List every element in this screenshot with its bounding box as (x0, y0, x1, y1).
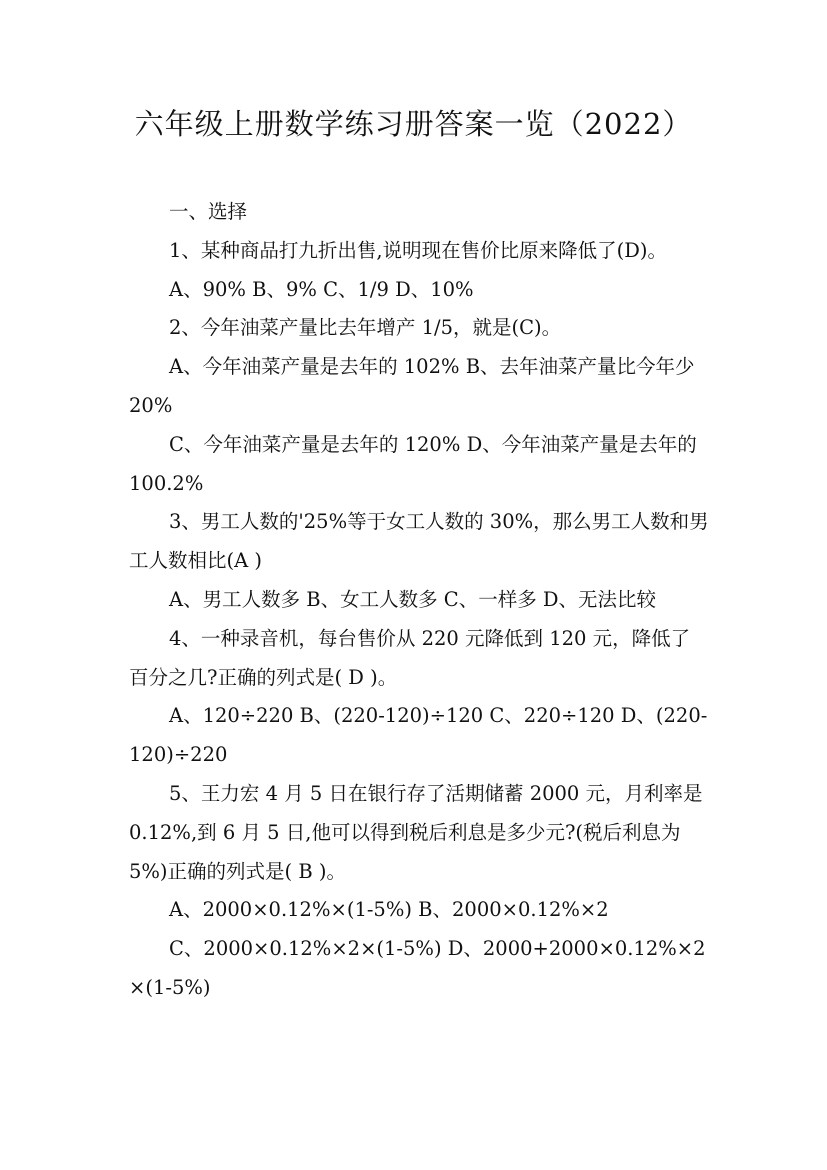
paragraph: 3、男工人数的'25%等于女工人数的 30%，那么男工人数和男工人数相比(A ) (129, 510, 709, 573)
paragraph: A、今年油菜产量是去年的 102% B、去年油菜产量比今年少 20% (129, 355, 695, 417)
document-body (129, 193, 709, 1008)
section-heading: 一、选择 (169, 200, 248, 223)
paragraph: 1、某种商品打九折出售,说明现在售价比原来降低了(D)。 (169, 238, 667, 262)
paragraph: A、2000×0.12%×(1-5%) B、2000×0.12%×2 (169, 898, 609, 922)
paragraph: C、今年油菜产量是去年的 120% D、今年油菜产量是去年的 100.2% (129, 432, 697, 495)
paragraph: 5、王力宏 4 月 5 日在银行存了活期储蓄 2000 元，月利率是 0.12%,到 6 月 5 日,他可以得到税后利息是多少元?(税后利息为 5%)正确的列式是( B )。 (129, 781, 703, 883)
paragraph: A、男工人数多 B、女工人数多 C、一样多 D、无法比较 (169, 587, 657, 611)
paragraph: A、120÷220 B、(220-120)÷120 C、220÷120 D、(220-120)÷220 (129, 704, 708, 767)
paragraph: 4、一种录音机，每台售价从 220 元降低到 120 元，降低了百分之几?正确的列式是( D )。 (129, 626, 691, 689)
paragraph: 2、今年油菜产量比去年增产 1/5，就是(C)。 (169, 316, 562, 340)
paragraph: C、2000×0.12%×2×(1-5%) D、2000+2000×0.12%×2×(1-5%) (129, 937, 706, 999)
document-title: 六年级上册数学练习册答案一览（2022） (134, 107, 693, 141)
paragraph: A、90% B、9% C、1/9 D、10% (169, 277, 474, 301)
